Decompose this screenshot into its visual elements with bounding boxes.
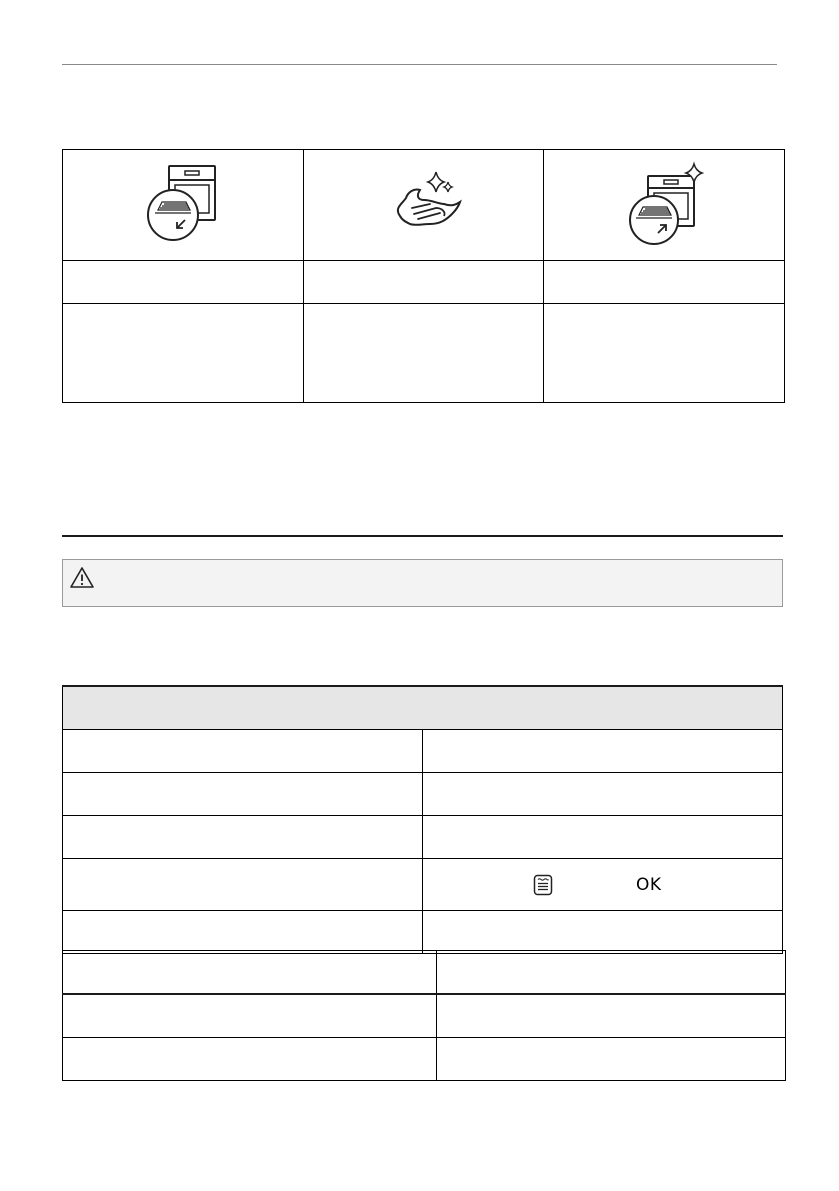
description-row bbox=[63, 304, 785, 403]
step-number bbox=[63, 730, 423, 773]
step1-icon-cell bbox=[63, 150, 304, 261]
hand-wipe-cloth-icon bbox=[374, 158, 474, 248]
procedure-step-row bbox=[63, 773, 783, 816]
procedure-step-row bbox=[63, 911, 783, 954]
step-text bbox=[423, 773, 783, 816]
step-function-content bbox=[423, 859, 782, 910]
top-rule bbox=[62, 64, 777, 65]
cleaning-steps-table bbox=[62, 149, 785, 403]
step-text bbox=[423, 816, 783, 859]
step-number bbox=[63, 911, 423, 954]
procedure-header-row bbox=[63, 686, 783, 730]
step-number bbox=[63, 773, 423, 816]
oven-insert-shelf-icon bbox=[614, 158, 714, 248]
results-row bbox=[63, 1038, 786, 1081]
step-number bbox=[63, 816, 423, 859]
warning-triangle-icon bbox=[69, 566, 95, 590]
results-header-right bbox=[437, 951, 786, 995]
step2-label-cell bbox=[304, 261, 544, 304]
label-row bbox=[63, 261, 785, 304]
results-cell bbox=[63, 1038, 437, 1081]
procedure-step-row bbox=[63, 816, 783, 859]
step-function-cell bbox=[423, 859, 783, 911]
step-text bbox=[423, 730, 783, 773]
step-number bbox=[63, 859, 423, 911]
results-header-row bbox=[63, 951, 786, 995]
procedure-table bbox=[62, 685, 783, 954]
procedure-header bbox=[63, 686, 783, 730]
results-cell bbox=[437, 994, 786, 1038]
step1-description-cell bbox=[63, 304, 304, 403]
step3-icon-cell bbox=[544, 150, 785, 261]
step1-label-cell bbox=[63, 261, 304, 304]
steam-grill-function-icon bbox=[533, 874, 553, 896]
step3-description-cell bbox=[544, 304, 785, 403]
step3-label-cell bbox=[544, 261, 785, 304]
results-table bbox=[62, 950, 786, 1081]
section-rule bbox=[62, 535, 783, 537]
procedure-step-row bbox=[63, 859, 783, 911]
procedure-step-row bbox=[63, 730, 783, 773]
results-cell bbox=[437, 1038, 786, 1081]
results-row bbox=[63, 994, 786, 1038]
results-header-left bbox=[63, 951, 437, 995]
ok-key-label: OK bbox=[636, 874, 662, 895]
step-text bbox=[423, 911, 783, 954]
step2-description-cell bbox=[304, 304, 544, 403]
step2-icon-cell bbox=[304, 150, 544, 261]
icon-row bbox=[63, 150, 785, 261]
oven-remove-shelf-icon bbox=[133, 158, 233, 248]
warning-box bbox=[62, 559, 783, 607]
results-cell bbox=[63, 994, 437, 1038]
